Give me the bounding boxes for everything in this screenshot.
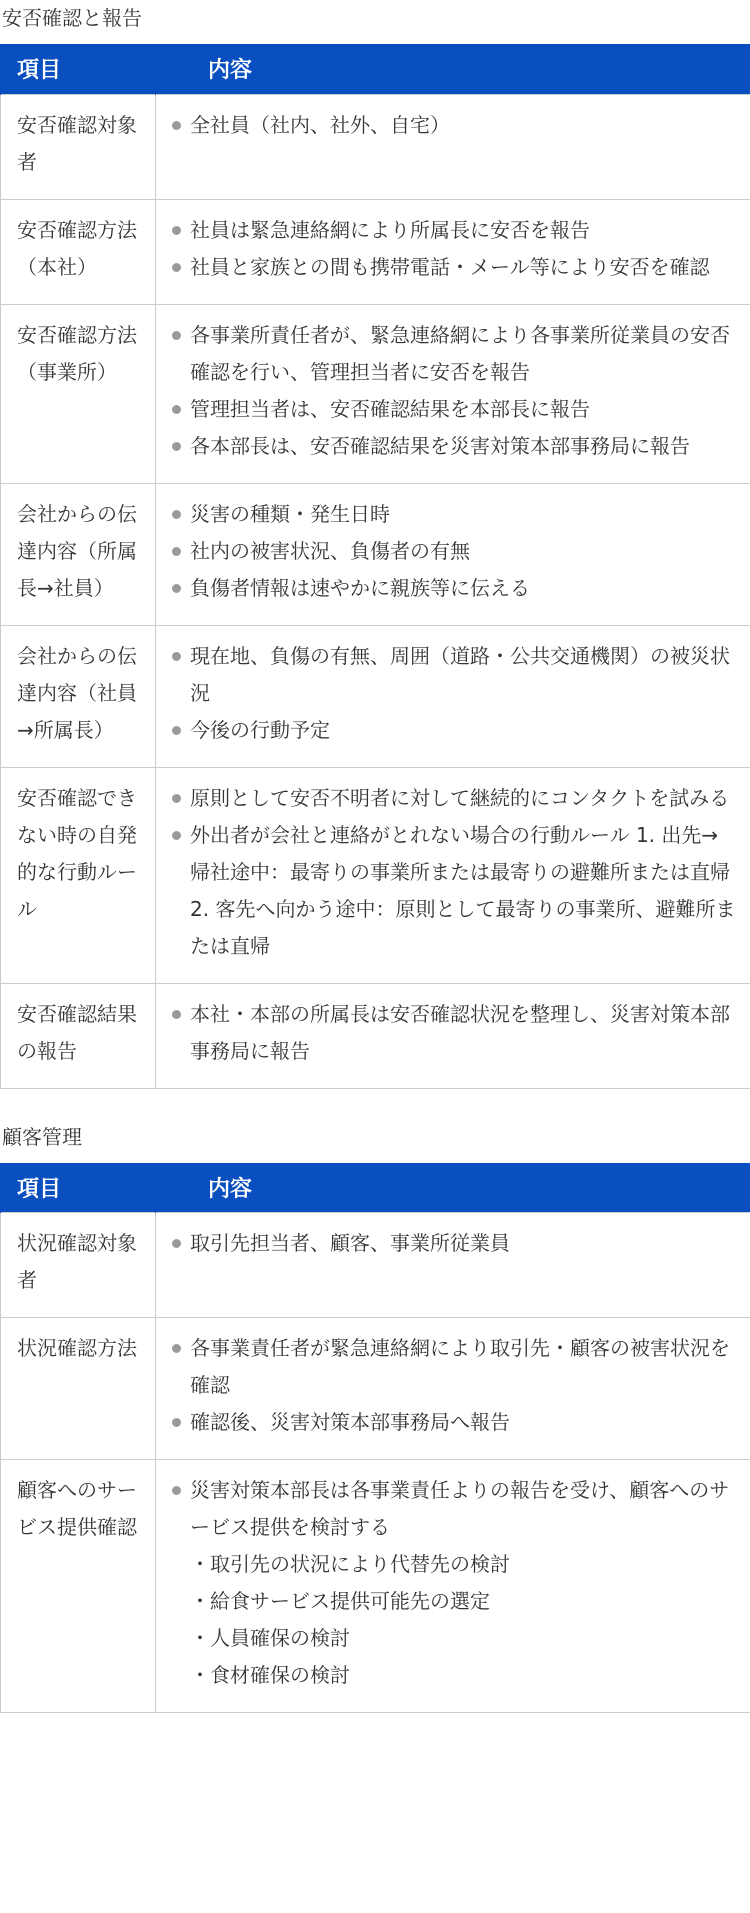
bullet-dot-icon bbox=[172, 1239, 181, 1248]
bullet-dot-icon bbox=[172, 405, 181, 414]
bullet-item bbox=[170, 107, 736, 144]
bullet-dot-icon bbox=[172, 1486, 181, 1495]
bullet-item bbox=[170, 1404, 736, 1441]
bullet-dot-icon bbox=[172, 794, 181, 803]
bullet-text: 本社・本部の所属長は安否確認状況を整理し、災害対策本部事務局に報告 bbox=[190, 1001, 730, 1063]
bullet-item bbox=[170, 1225, 736, 1262]
content-cell bbox=[156, 983, 750, 1088]
section-title: 安否確認と報告 bbox=[2, 6, 142, 30]
bullet-text: 全社員（社内、社外、自宅） bbox=[190, 112, 450, 137]
bullet-text: 取引先担当者、顧客、事業所従業員 bbox=[190, 1231, 510, 1255]
item-cell: 安否確認方法（事業所） bbox=[1, 304, 156, 483]
info-table bbox=[0, 1163, 750, 1714]
bullet-dot-icon bbox=[172, 510, 181, 519]
bullet-list bbox=[170, 317, 736, 465]
bullet-text: 現在地、負傷の有無、周囲（道路・公共交通機関）の被災状況 bbox=[190, 643, 730, 705]
bullet-list bbox=[170, 638, 736, 749]
bullet-text: 確認後、災害対策本部事務局へ報告 bbox=[190, 1410, 510, 1434]
item-cell: 状況確認方法 bbox=[1, 1318, 156, 1460]
bullet-list bbox=[170, 107, 736, 144]
bullet-item bbox=[170, 570, 736, 607]
sub-item: ・給食サービス提供可能先の選定 bbox=[190, 1589, 490, 1613]
info-table bbox=[0, 44, 750, 1089]
content-cell bbox=[156, 483, 750, 625]
bullet-dot-icon bbox=[172, 442, 181, 451]
sub-item: ・人員確保の検討 bbox=[190, 1626, 350, 1650]
bullet-text: 社員は緊急連絡網により所属長に安否を報告 bbox=[190, 217, 590, 242]
table-body bbox=[1, 94, 750, 1088]
header-content: 内容 bbox=[156, 1163, 750, 1213]
table-row bbox=[1, 94, 750, 199]
bullet-dot-icon bbox=[172, 1418, 181, 1427]
content-cell bbox=[156, 1213, 750, 1318]
bullet-item bbox=[170, 533, 736, 570]
content-cell bbox=[156, 1318, 750, 1460]
item-cell: 状況確認対象者 bbox=[1, 1213, 156, 1318]
table-row bbox=[1, 1213, 750, 1318]
content-cell bbox=[156, 94, 750, 199]
bullet-list bbox=[170, 1225, 736, 1262]
content-cell bbox=[156, 625, 750, 767]
content-cell bbox=[156, 199, 750, 304]
table-header bbox=[1, 1163, 750, 1213]
bullet-dot-icon bbox=[172, 726, 181, 735]
bullet-item bbox=[170, 638, 736, 712]
bullet-text: 社内の被害状況、負傷者の有無 bbox=[190, 538, 470, 563]
bullet-dot-icon bbox=[172, 263, 181, 272]
table-row bbox=[1, 767, 750, 983]
bullet-text: 原則として安否不明者に対して継続的にコンタクトを試みる bbox=[190, 785, 730, 810]
bullet-dot-icon bbox=[172, 1010, 181, 1019]
bullet-text: 管理担当者は、安否確認結果を本部長に報告 bbox=[190, 396, 590, 421]
item-cell: 安否確認できない時の自発的な行動ルール bbox=[1, 767, 156, 983]
table-row bbox=[1, 1318, 750, 1460]
bullet-text: 社員と家族との間も携帯電話・メール等により安否を確認 bbox=[190, 254, 710, 279]
bullet-list bbox=[170, 996, 736, 1070]
bullet-item bbox=[170, 391, 736, 428]
bullet-dot-icon bbox=[172, 121, 181, 130]
bullet-text: 災害対策本部長は各事業責任よりの報告を受け、顧客へのサービス提供を検討する bbox=[190, 1478, 730, 1539]
bullet-text: 外出者が会社と連絡がとれない場合の行動ルール 1. 出先→帰社途中：最寄りの事業所または最寄りの避難所または直帰2. 客先へ向かう途中：原則として最寄りの事業所、避難所または直帰 bbox=[190, 822, 736, 958]
bullet-dot-icon bbox=[172, 831, 181, 840]
table-row bbox=[1, 199, 750, 304]
bullet-item bbox=[170, 496, 736, 533]
table-row bbox=[1, 304, 750, 483]
item-cell: 顧客へのサービス提供確認 bbox=[1, 1460, 156, 1713]
bullet-dot-icon bbox=[172, 584, 181, 593]
header-content: 内容 bbox=[156, 44, 750, 94]
header-row bbox=[1, 44, 750, 94]
sub-item: ・取引先の状況により代替先の検討 bbox=[190, 1552, 510, 1576]
header-item: 項目 bbox=[1, 1163, 156, 1213]
bullet-item bbox=[170, 1330, 736, 1404]
bullet-item bbox=[170, 712, 736, 749]
bullet-item bbox=[170, 212, 736, 249]
table-header bbox=[1, 44, 750, 94]
bullet-item bbox=[170, 996, 736, 1070]
content-cell bbox=[156, 767, 750, 983]
bullet-item bbox=[170, 249, 736, 286]
content-cell bbox=[156, 1460, 750, 1713]
item-cell: 安否確認対象者 bbox=[1, 94, 156, 199]
item-cell: 会社からの伝達内容（所属長→社員） bbox=[1, 483, 156, 625]
bullet-list bbox=[170, 496, 736, 607]
table-row bbox=[1, 983, 750, 1088]
bullet-dot-icon bbox=[172, 1344, 181, 1353]
item-cell: 安否確認方法（本社） bbox=[1, 199, 156, 304]
item-cell: 会社からの伝達内容（社員→所属長） bbox=[1, 625, 156, 767]
header-row bbox=[1, 1163, 750, 1213]
bullet-list bbox=[170, 212, 736, 286]
bullet-text: 各事業所責任者が、緊急連絡網により各事業所従業員の安否確認を行い、管理担当者に安否を報告 bbox=[190, 322, 730, 384]
bullet-item bbox=[170, 1472, 736, 1694]
content-cell bbox=[156, 304, 750, 483]
item-cell: 安否確認結果の報告 bbox=[1, 983, 156, 1088]
table-row bbox=[1, 1460, 750, 1713]
bullet-text: 各本部長は、安否確認結果を災害対策本部事務局に報告 bbox=[190, 433, 690, 458]
section-spacer bbox=[0, 1089, 750, 1119]
bullet-text: 負傷者情報は速やかに親族等に伝える bbox=[190, 575, 530, 600]
bullet-dot-icon bbox=[172, 226, 181, 235]
table-row bbox=[1, 483, 750, 625]
bullet-dot-icon bbox=[172, 547, 181, 556]
bullet-item bbox=[170, 428, 736, 465]
bullet-list bbox=[170, 1472, 736, 1694]
bullet-item bbox=[170, 780, 736, 817]
table-row bbox=[1, 625, 750, 767]
bullet-text: 各事業責任者が緊急連絡網により取引先・顧客の被害状況を確認 bbox=[190, 1336, 730, 1397]
bullet-dot-icon bbox=[172, 652, 181, 661]
bullet-item bbox=[170, 817, 736, 965]
header-item: 項目 bbox=[1, 44, 156, 94]
section-title: 顧客管理 bbox=[2, 1124, 82, 1149]
bullet-list bbox=[170, 1330, 736, 1441]
bullet-dot-icon bbox=[172, 331, 181, 340]
sub-item: ・食材確保の検討 bbox=[190, 1663, 350, 1687]
bullet-list bbox=[170, 780, 736, 965]
bullet-text: 今後の行動予定 bbox=[190, 717, 330, 742]
bullet-item bbox=[170, 317, 736, 391]
table-body bbox=[1, 1213, 750, 1713]
bullet-text: 災害の種類・発生日時 bbox=[190, 501, 390, 526]
